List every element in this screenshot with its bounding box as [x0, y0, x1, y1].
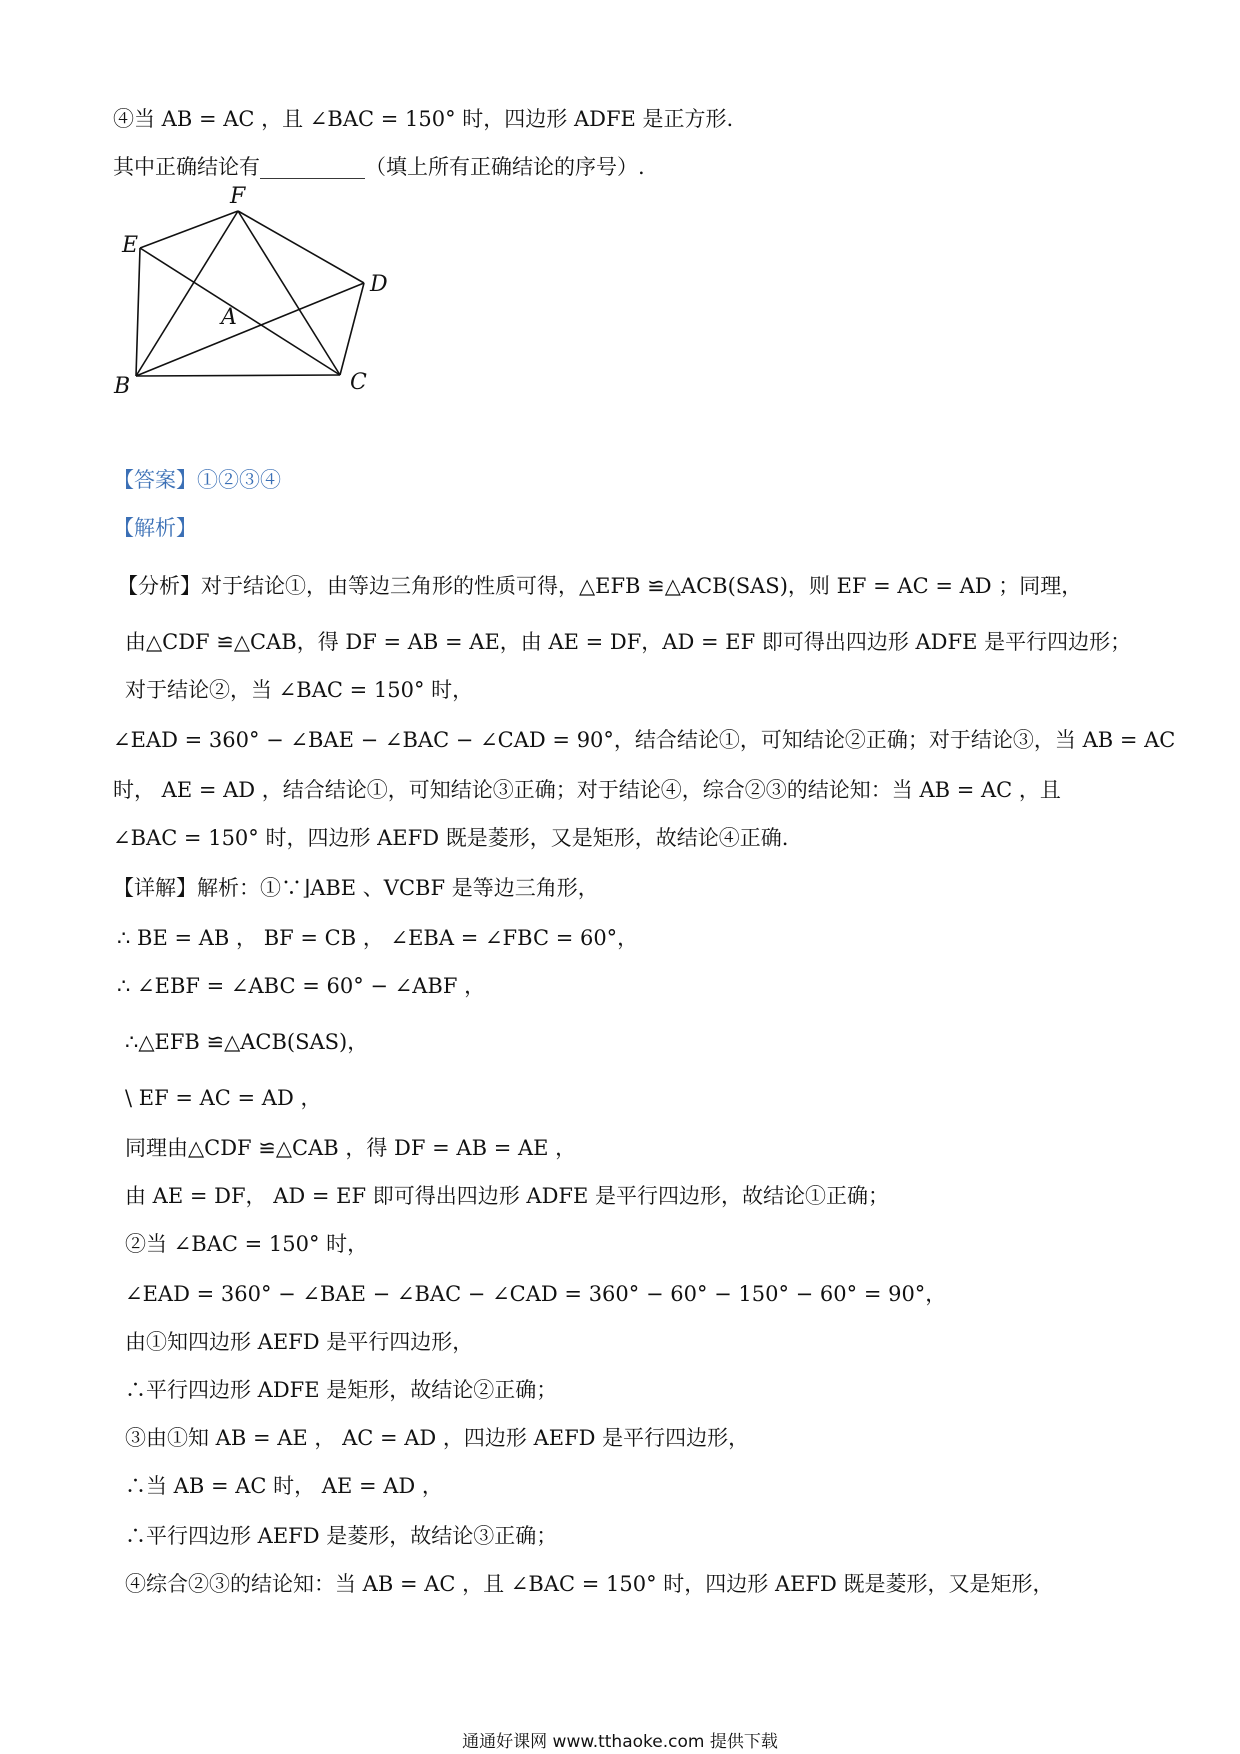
- label-f: F: [230, 184, 246, 209]
- edge-b-e: [136, 248, 140, 376]
- detail-line-11: ∴平行四边形 ADFE 是矩形，故结论②正确；: [125, 1378, 558, 1402]
- detail-line-7: 由 AE = DF， AD = EF 即可得出四边形 ADFE 是平行四边形，故结论①正确；: [125, 1184, 889, 1208]
- edge-e-c: [140, 248, 340, 375]
- edge-f-c: [238, 211, 340, 375]
- detail-line-13: ∴当 AB = AC 时， AE = AD ，: [125, 1474, 443, 1498]
- detail-line-10: 由①知四边形 AEFD 是平行四边形，: [125, 1330, 474, 1354]
- detail-line-1: 【详解】解析：①∵⌋ABE 、VCBF 是等边三角形，: [113, 876, 599, 900]
- analysis-line-2: 由△CDF ≌△CAB，得 DF = AB = AE，由 AE = DF，AD = EF 即可得出四边形 ADFE 是平行四边形；: [125, 630, 1132, 654]
- edge-b-f: [136, 211, 238, 376]
- detail-line-8: ②当 ∠BAC = 150° 时，: [125, 1232, 369, 1256]
- edge-b-d: [136, 283, 364, 376]
- label-d: D: [370, 272, 388, 297]
- detail-line-6: 同理由△CDF ≌△CAB ，得 DF = AB = AE ，: [125, 1136, 577, 1160]
- detail-line-4: ∴△EFB ≌△ACB(SAS)，: [125, 1030, 369, 1054]
- geometry-figure: [112, 184, 412, 440]
- edge-b-c: [136, 375, 340, 376]
- analysis-line-6: ∠BAC = 150° 时，四边形 AEFD 既是菱形，又是矩形，故结论④正确.: [113, 826, 789, 850]
- label-e: E: [122, 233, 139, 258]
- analysis-line-3: 对于结论②，当 ∠BAC = 150° 时，: [125, 678, 474, 702]
- detail-line-12: ③由①知 AB = AE ， AC = AD ，四边形 AEFD 是平行四边形，: [125, 1426, 750, 1450]
- analysis-heading: 【解析】: [113, 516, 197, 540]
- label-b: B: [114, 374, 131, 399]
- detail-line-15: ④综合②③的结论知：当 AB = AC ，且 ∠BAC = 150° 时，四边形 AEFD 既是菱形，又是矩形，: [125, 1572, 1054, 1596]
- analysis-line-4: ∠EAD = 360° − ∠BAE − ∠BAC − ∠CAD = 90°，结合结论①，可知结论②正确；对于结论③，当 AB = AC: [113, 728, 1176, 752]
- footer-watermark: 通通好课网 www.tthaoke.com 提供下载: [462, 1732, 778, 1752]
- detail-line-14: ∴平行四边形 AEFD 是菱形，故结论③正确；: [125, 1524, 558, 1548]
- label-c: C: [350, 370, 367, 395]
- conclusion-4: ④当 AB = AC ，且 ∠BAC = 150° 时，四边形 ADFE 是正方形.: [113, 107, 734, 131]
- analysis-line-1: 【分析】对于结论①，由等边三角形的性质可得，△EFB ≌△ACB(SAS)，则 EF = AC = AD ；同理，: [117, 574, 1083, 598]
- detail-line-3: ∴ ∠EBF = ∠ABC = 60° − ∠ABF ，: [117, 974, 486, 998]
- detail-line-2: ∴ BE = AB ， BF = CB ， ∠EBA = ∠FBC = 60°，: [117, 926, 639, 950]
- edge-d-c: [340, 283, 364, 375]
- question-prompt: 其中正确结论有__________（填上所有正确结论的序号）.: [113, 155, 645, 179]
- label-a: A: [221, 305, 237, 330]
- analysis-line-5: 时， AE = AD ，结合结论①，可知结论③正确；对于结论④，综合②③的结论知：当 AB = AC ，且: [113, 778, 1061, 802]
- detail-line-5: \ EF = AC = AD ，: [125, 1086, 322, 1110]
- edge-f-d: [238, 211, 364, 283]
- edge-e-f: [140, 211, 238, 248]
- answer-line: 【答案】①②③④: [113, 468, 281, 492]
- detail-line-9: ∠EAD = 360° − ∠BAE − ∠BAC − ∠CAD = 360° − 60° − 150° − 60° = 90°，: [125, 1282, 947, 1306]
